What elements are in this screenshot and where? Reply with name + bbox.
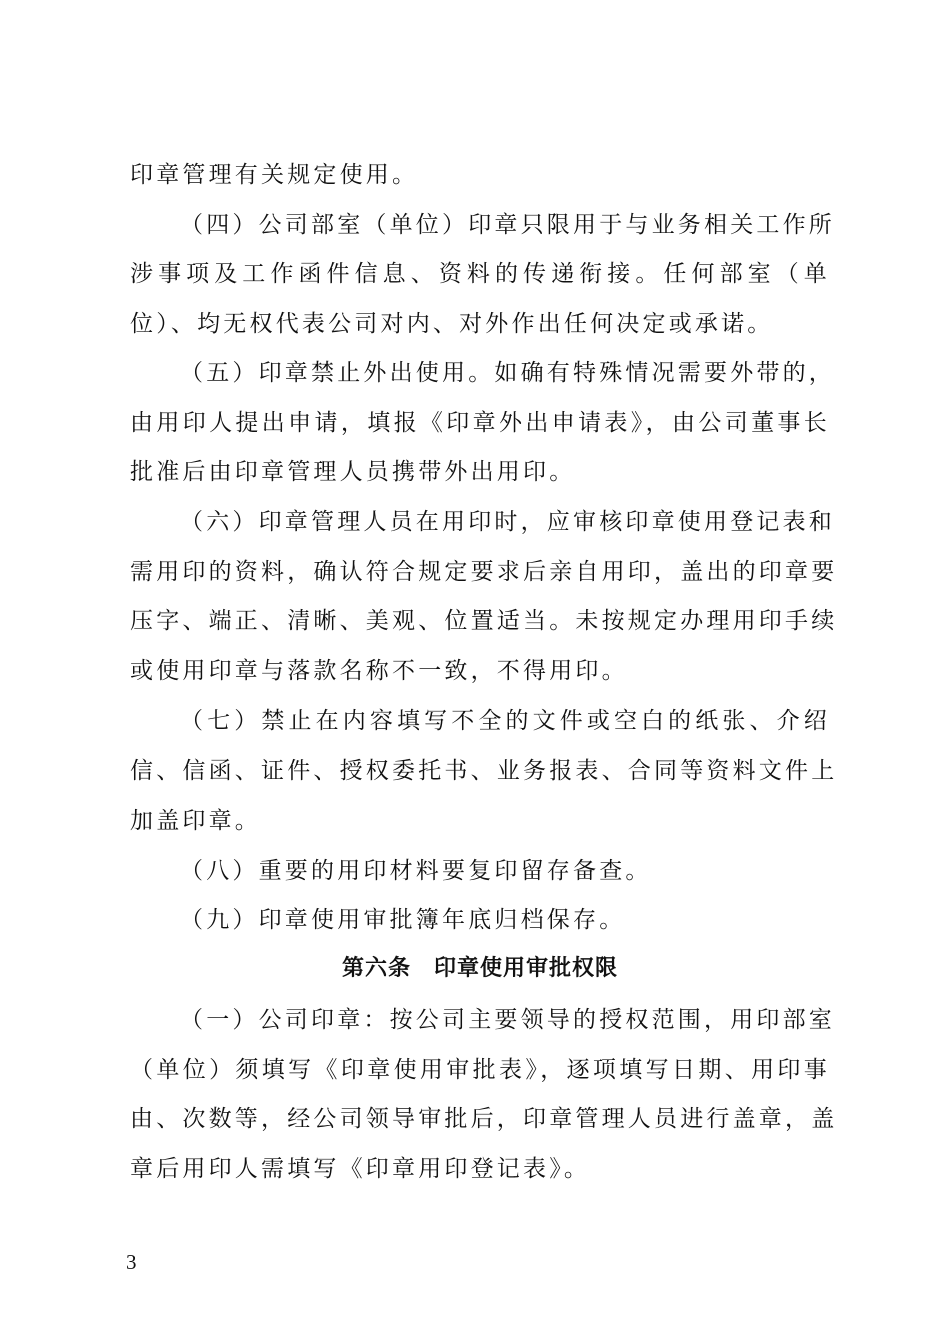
paragraph-6-line-3: 压字、端正、清晰、美观、位置适当。未按规定办理用印手续 bbox=[130, 608, 838, 634]
paragraph-5-line-3: 批准后由印章管理人员携带外出用印。 bbox=[130, 459, 576, 485]
clause-1-line-3: 由、次数等，经公司领导审批后，印章管理人员进行盖章，盖 bbox=[130, 1106, 838, 1132]
paragraph-4-line-1: （四）公司部室（单位）印章只限用于与业务相关工作所 bbox=[180, 212, 835, 238]
clause-1-line-4: 章后用印人需填写《印章用印登记表》。 bbox=[130, 1156, 591, 1182]
paragraph-6-line-4: 或使用印章与落款名称不一致，不得用印。 bbox=[130, 658, 628, 684]
article-heading: 第六条 印章使用审批权限 bbox=[341, 956, 618, 981]
clause-1-line-1: （一）公司印章：按公司主要领导的授权范围，用印部室 bbox=[180, 1007, 835, 1033]
paragraph-5-line-1: （五）印章禁止外出使用。如确有特殊情况需要外带的， bbox=[180, 360, 835, 386]
paragraph-7-line-3: 加盖印章。 bbox=[130, 808, 261, 834]
paragraph-3-end: 印章管理有关规定使用。 bbox=[130, 162, 419, 188]
paragraph-4-line-3: 位）、均无权代表公司对内、对外作出任何决定或承诺。 bbox=[130, 311, 774, 337]
paragraph-4-line-2: 涉事项及工作函件信息、资料的传递衔接。任何部室（单 bbox=[130, 261, 830, 287]
paragraph-6-line-1: （六）印章管理人员在用印时，应审核印章使用登记表和 bbox=[180, 509, 835, 535]
paragraph-7-line-2: 信、信函、证件、授权委托书、业务报表、合同等资料文件上 bbox=[130, 758, 838, 784]
paragraph-5-line-2: 由用印人提出申请，填报《印章外出申请表》，由公司董事长 bbox=[130, 410, 830, 436]
paragraph-6-line-2: 需用印的资料，确认符合规定要求后亲自用印，盖出的印章要 bbox=[130, 559, 838, 585]
paragraph-9: （九）印章使用审批簿年底归档保存。 bbox=[180, 907, 626, 933]
page-number: 3 bbox=[126, 1250, 137, 1274]
paragraph-8: （八）重要的用印材料要复印留存备查。 bbox=[180, 858, 652, 884]
clause-1-line-2: （单位）须填写《印章使用审批表》，逐项填写日期、用印事 bbox=[130, 1057, 830, 1083]
paragraph-7-line-1: （七）禁止在内容填写不全的文件或空白的纸张、介绍 bbox=[180, 708, 830, 734]
